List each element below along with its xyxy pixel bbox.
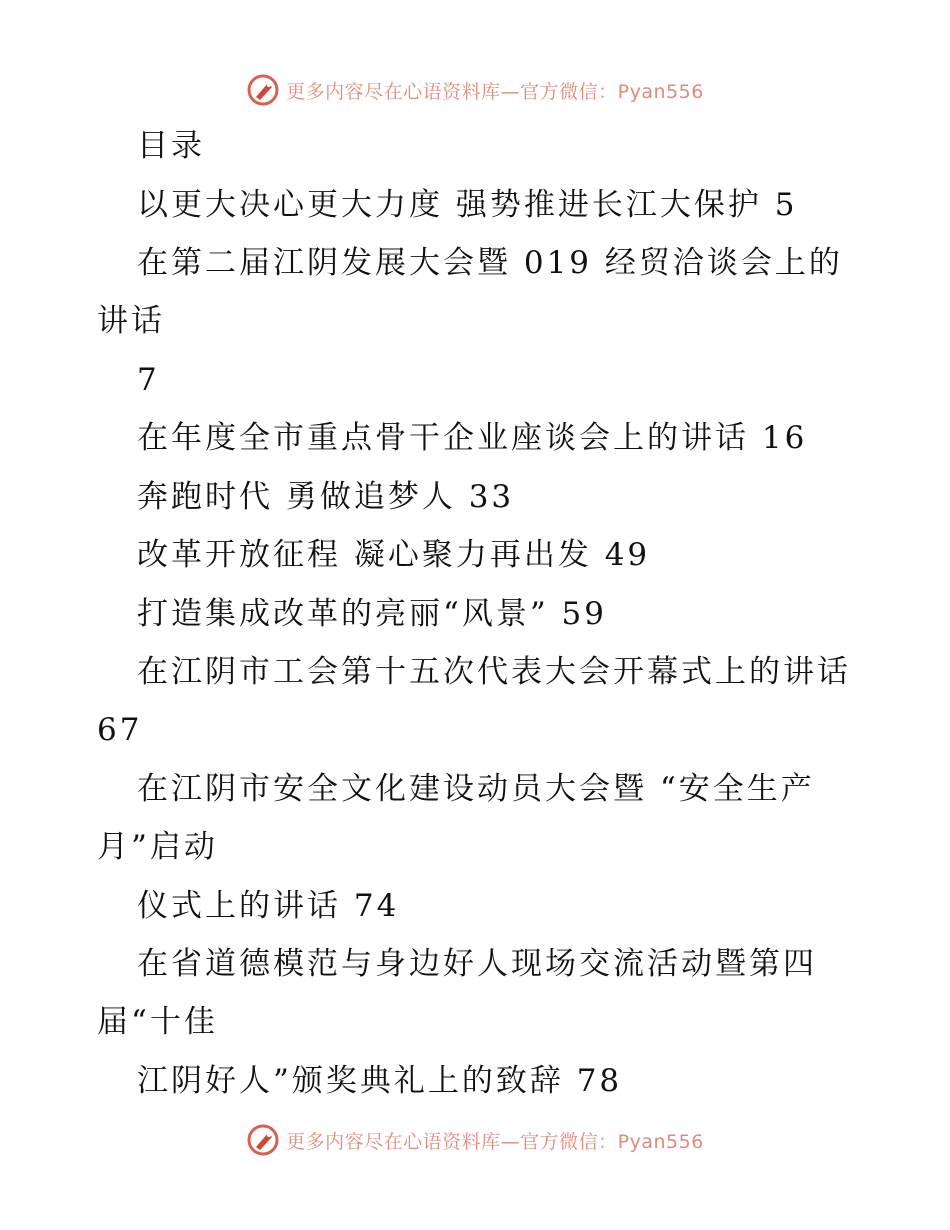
toc-entry: 打造集成改革的亮丽“风景” 59 (137, 596, 607, 632)
header-watermark (0, 70, 950, 110)
toc-entry: 在江阴市工会第十五次代表大会开幕式上的讲话 (137, 654, 851, 690)
watermark-text: 更多内容尽在心语资料库—官方微信：Pyan556 (286, 80, 704, 103)
toc-page-number: 67 (97, 712, 143, 748)
toc-page-number: 7 (137, 362, 160, 398)
toc-entry-continuation: 月”启动 (97, 829, 218, 865)
toc-entry-continuation: 仪式上的讲话 74 (137, 888, 400, 924)
toc-entry: 以更大决心更大力度 强势推进长江大保护 5 (137, 187, 798, 223)
toc-entry-continuation: 江阴好人”颁奖典礼上的致辞 78 (137, 1063, 623, 1099)
toc-entry: 在年度全市重点骨干企业座谈会上的讲话 16 (137, 420, 808, 456)
toc-entry: 在江阴市安全文化建设动员大会暨 “安全生产 (137, 771, 815, 807)
toc-entry-continuation: 届“十佳 (97, 1004, 218, 1040)
pen-nib-logo-icon (246, 1123, 280, 1157)
watermark-text: 更多内容尽在心语资料库—官方微信：Pyan556 (286, 1130, 704, 1153)
toc-entry: 在第二届江阴发展大会暨 019 经贸洽谈会上的 (137, 245, 843, 281)
toc-entry-continuation: 讲话 (97, 303, 165, 339)
toc-entry: 在省道德模范与身边好人现场交流活动暨第四 (137, 946, 817, 982)
pen-nib-logo-icon (246, 73, 280, 107)
toc-heading: 目录 (137, 128, 205, 164)
toc-entry: 奔跑时代 勇做追梦人 33 (137, 479, 515, 515)
footer-watermark (0, 1120, 950, 1160)
toc-entry: 改革开放征程 凝心聚力再出发 49 (137, 537, 651, 573)
